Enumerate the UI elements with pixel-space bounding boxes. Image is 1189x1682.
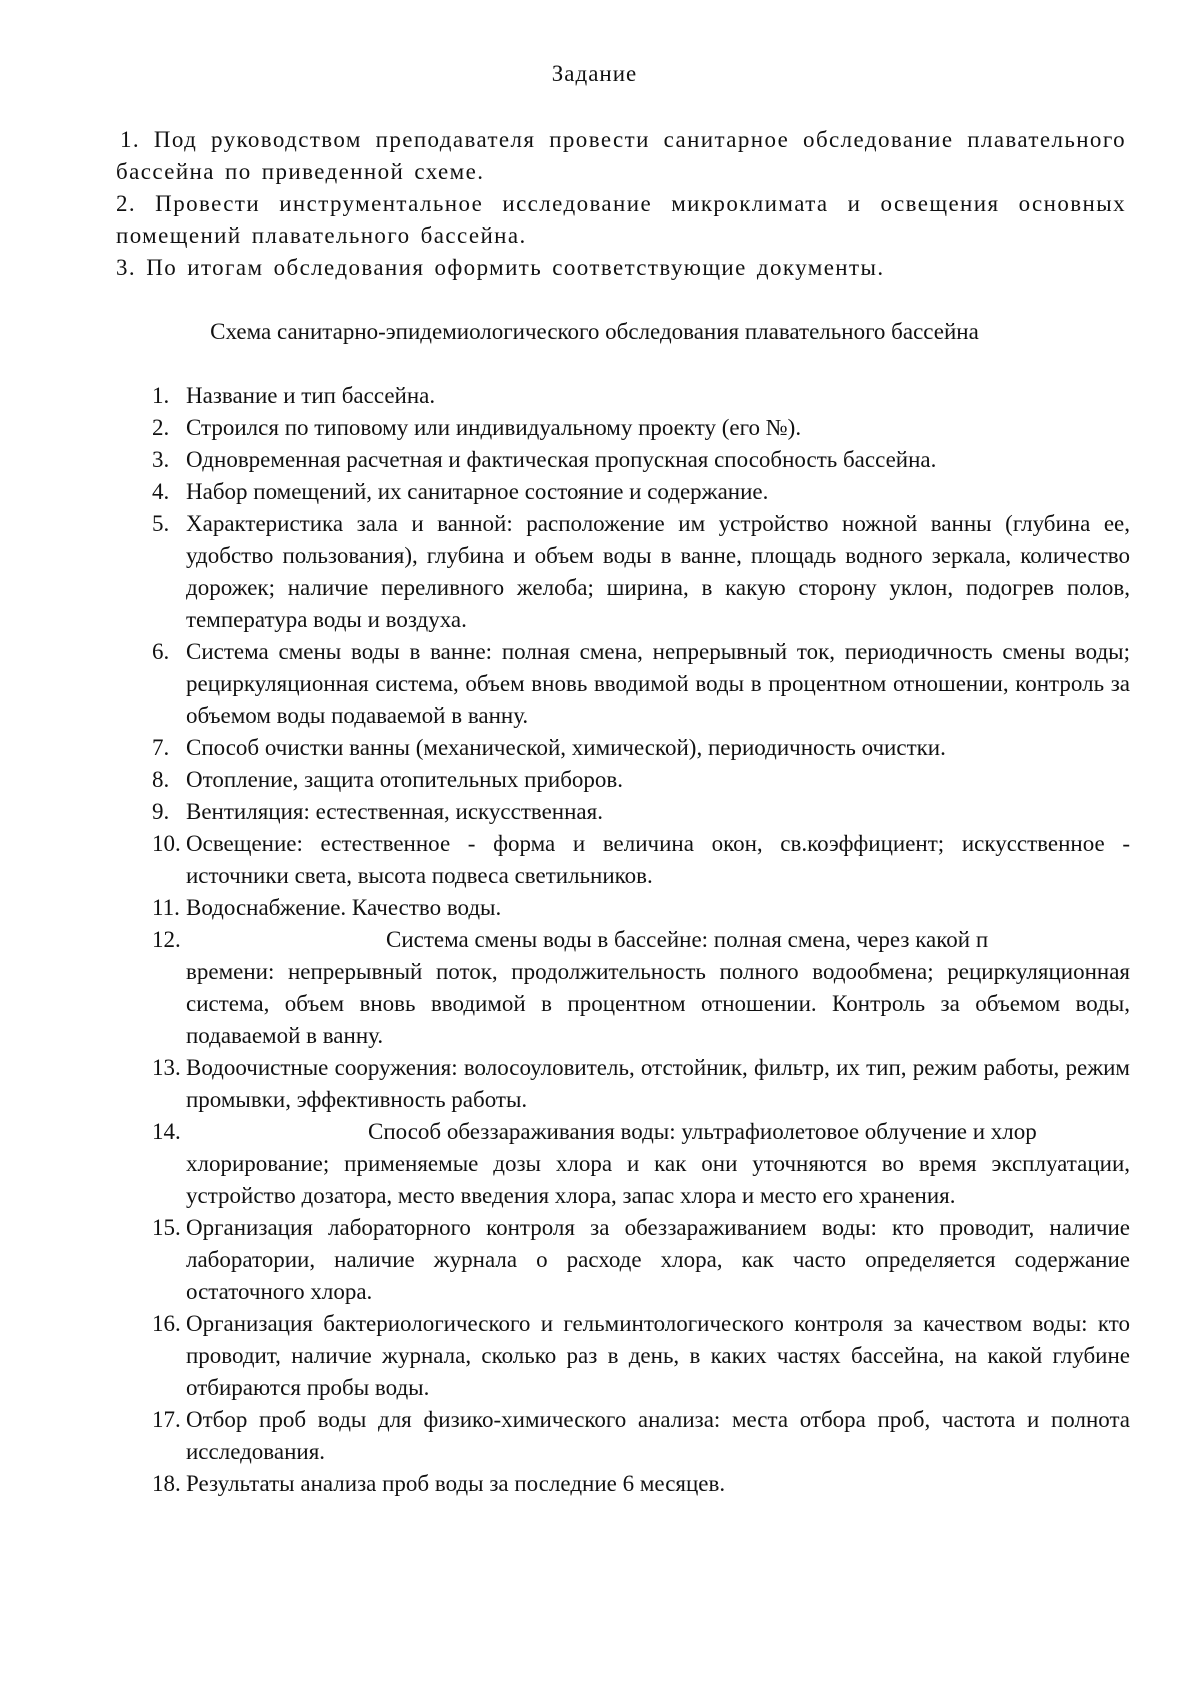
item-number: 8. (152, 767, 170, 792)
item-number: 11. (152, 895, 180, 920)
item-text: Строился по типовому или индивидуальному проекту (его №). (186, 415, 802, 440)
scheme-item-10 (152, 828, 1130, 892)
item-text: Отбор проб воды для физико-химического анализа: места отбора проб, частота и полнота исследования. (186, 1407, 1130, 1464)
item-text: Водоочистные сооружения: волосоуловитель, отстойник, фильтр, их тип, режим работы, режим промывки, эффективность работы. (186, 1055, 1130, 1112)
item-number: 1. (152, 383, 170, 408)
item-number: 13. (152, 1055, 181, 1080)
item-number: 17. (152, 1407, 181, 1432)
item-text: Система смены воды в ванне: полная смена, непрерывный ток, периодичность смены воды; рециркуляционная система, объем вновь вводимой воды в процентном отношении, контроль за объемом воды подаваемой в ванну. (186, 639, 1130, 728)
item-text-first-line: Способ обеззараживания воды: ультрафиолетовое облучение и хлор (368, 1119, 1037, 1144)
item-text-continuation: хлорирование; применяемые дозы хлора и как они уточняются во время эксплуатации, устройство дозатора, место введения хлора, запас хлора и место его хранения. (186, 1151, 1130, 1208)
item-text: Водоснабжение. Качество воды. (186, 895, 502, 920)
scheme-item-4 (152, 476, 1130, 508)
scheme-item-9 (152, 796, 1130, 828)
task-item-3: 3. По итогам обследования оформить соответствующие документы. (116, 255, 885, 280)
task-item-2: 2. Провести инструментальное исследование микроклимата и освещения основных помещений плавательного бассейна. (116, 191, 1126, 248)
item-text: Название и тип бассейна. (186, 383, 436, 408)
item-text: Организация бактериологического и гельминтологического контроля за качеством воды: кто проводит, наличие журнала, сколько раз в день, в каких частях бассейна, на какой глубине отбираются пробы воды. (186, 1311, 1130, 1400)
scheme-item-7 (152, 732, 1130, 764)
scheme-item-17 (152, 1404, 1130, 1468)
scheme-item-2 (152, 412, 1130, 444)
scheme-item-15 (152, 1212, 1130, 1308)
page-title: Задание (551, 61, 638, 86)
task-item-1: 1. Под руководством преподавателя провести санитарное обследование плавательного бассейна по приведенной схеме. (116, 127, 1126, 184)
item-text-continuation: времени: непрерывный поток, продолжительность полного водообмена; рециркуляционная система, объем вновь вводимой в процентном отношении. Контроль за объемом воды, подаваемой в ванну. (186, 959, 1130, 1048)
scheme-item-3 (152, 444, 1130, 476)
scheme-item-12 (152, 924, 1130, 1052)
item-number: 6. (152, 639, 170, 664)
item-number: 2. (152, 415, 170, 440)
item-number: 15. (152, 1215, 181, 1240)
item-number: 12. (152, 927, 181, 952)
item-text: Организация лабораторного контроля за обеззараживанием воды: кто проводит, наличие лаборатории, наличие журнала о расходе хлора, как часто определяется содержание остаточного хлора. (186, 1215, 1130, 1304)
item-number: 9. (152, 799, 170, 824)
scheme-item-11 (152, 892, 1130, 924)
scheme-item-13 (152, 1052, 1130, 1116)
item-number: 18. (152, 1471, 181, 1496)
item-number: 10. (152, 831, 181, 856)
scheme-item-14 (152, 1116, 1130, 1212)
scheme-item-5 (152, 508, 1130, 636)
item-number: 4. (152, 479, 170, 504)
item-number: 5. (152, 511, 170, 536)
item-text: Способ очистки ванны (механической, химической), периодичность очистки. (186, 735, 946, 760)
scheme-item-6 (152, 636, 1130, 732)
scheme-item-8 (152, 764, 1130, 796)
item-text: Одновременная расчетная и фактическая пропускная способность бассейна. (186, 447, 937, 472)
item-text: Набор помещений, их санитарное состояние и содержание. (186, 479, 769, 504)
item-text-first-line: Система смены воды в бассейне: полная смена, через какой п (386, 927, 989, 952)
item-text: Характеристика зала и ванной: расположение им устройство ножной ванны (глубина ее, удобство пользования), глубина и объем воды в ванне, площадь водного зеркала, количество дорожек; наличие переливного желоба; ширина, в какую сторону уклон, подогрев полов, температура воды и воздуха. (186, 511, 1130, 632)
item-number: 16. (152, 1311, 181, 1336)
task-list (116, 124, 1126, 284)
scheme-list (152, 380, 1130, 1500)
scheme-item-16 (152, 1308, 1130, 1404)
item-text: Вентиляция: естественная, искусственная. (186, 799, 603, 824)
item-text: Отопление, защита отопительных приборов. (186, 767, 624, 792)
scheme-title: Схема санитарно-эпидемиологического обследования плавательного бассейна (210, 319, 979, 344)
scheme-item-18 (152, 1468, 1130, 1500)
item-number: 7. (152, 735, 170, 760)
item-number: 14. (152, 1119, 181, 1144)
scheme-item-1 (152, 380, 1130, 412)
item-text: Освещение: естественное - форма и величина окон, св.коэффициент; искусственное - источники света, высота подвеса светильников. (186, 831, 1130, 888)
item-number: 3. (152, 447, 170, 472)
item-text: Результаты анализа проб воды за последние 6 месяцев. (186, 1471, 726, 1496)
